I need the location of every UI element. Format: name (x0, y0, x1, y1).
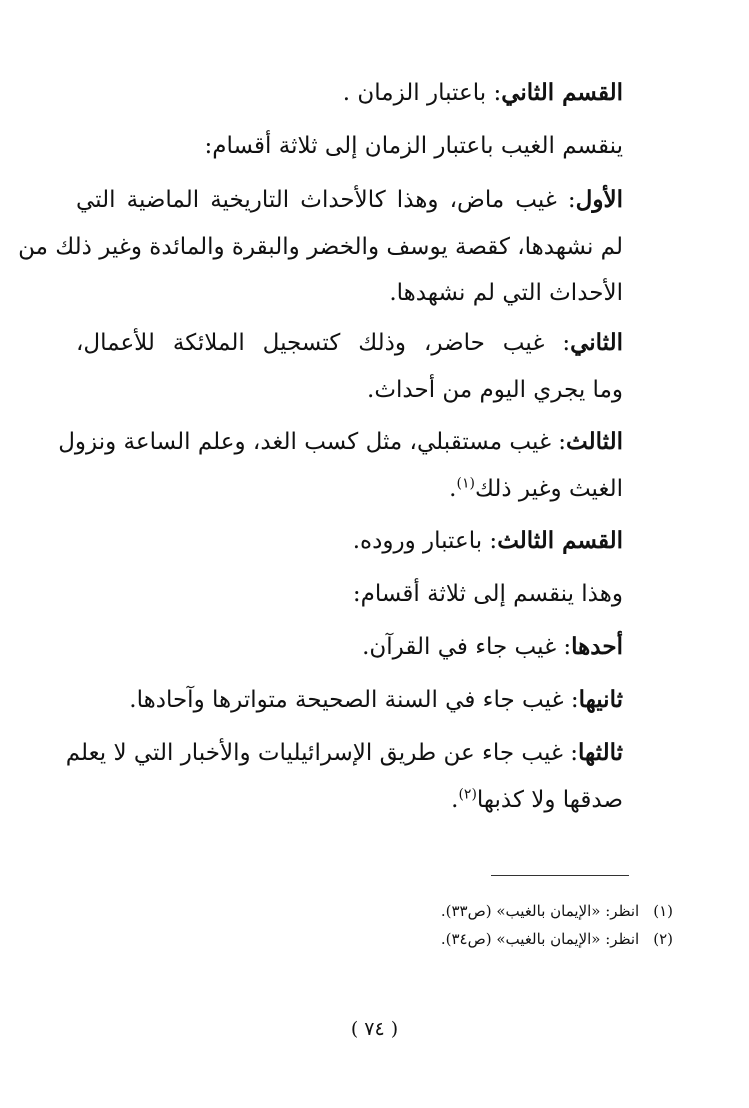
second-label: الثاني (570, 329, 623, 356)
second-line-2: وما يجري اليوم من أحداث. (367, 377, 623, 403)
third-text-2-end: . (449, 476, 457, 502)
footnote-1 (441, 900, 673, 922)
first-label: الأول (575, 186, 623, 213)
first-line-1 (76, 183, 623, 217)
two-label: ثانيها (578, 686, 623, 713)
one-text: : غيب جاء في القرآن. (362, 634, 572, 660)
third-line-1 (58, 425, 623, 459)
section3-heading-line (76, 524, 623, 558)
third-line-2 (76, 472, 623, 506)
section2-heading: القسم الثاني (501, 79, 623, 106)
second-text-1: : غيب حاضر، وذلك كتسجيل الملائكة للأعمال، (76, 330, 571, 356)
one-line (76, 630, 623, 664)
footnote-ref-2: (٢) (458, 786, 477, 803)
footnote-1-number: (١) (653, 902, 673, 920)
section3-intro: وهذا ينقسم إلى ثلاثة أقسام: (352, 581, 623, 607)
three-text-2-end: . (451, 787, 459, 813)
footnote-ref-1: (١) (456, 475, 475, 492)
first-line-2: لم نشهدها، كقصة يوسف والخضر والبقرة والمائدة وغير ذلك من (18, 234, 623, 260)
two-text: : غيب جاء في السنة الصحيحة متواترها وآحادها. (129, 687, 579, 713)
footnote-1-text: انظر: «الإيمان بالغيب» (ص٣٣). (440, 902, 640, 920)
three-text-1: : غيب جاء عن طريق الإسرائيليات والأخبار التي لا يعلم (65, 740, 579, 766)
third-label: الثالث (566, 428, 623, 455)
page-number: ( ٧٤ ) (350, 1018, 399, 1040)
footnote-2 (441, 928, 673, 950)
one-label: أحدها (571, 633, 623, 660)
section2-heading-rest: : باعتبار الزمان . (342, 80, 502, 106)
footnote-separator (491, 875, 629, 876)
section2-intro: ينقسم الغيب باعتبار الزمان إلى ثلاثة أقسام: (204, 133, 623, 159)
third-text-1: : غيب مستقبلي، مثل كسب الغد، وعلم الساعة ونزول (58, 429, 567, 455)
first-text-1: : غيب ماض، وهذا كالأحداث التاريخية الماضية التي (76, 187, 576, 213)
three-line-1 (65, 736, 623, 770)
third-text-2: الغيث وغير ذلك (474, 476, 623, 502)
section3-heading-rest: : باعتبار وروده. (352, 528, 498, 554)
section3-heading: القسم الثالث (497, 527, 623, 554)
three-line-2 (76, 783, 623, 817)
two-line (76, 683, 623, 717)
section2-heading-line (76, 76, 623, 110)
footnote-2-number: (٢) (653, 930, 673, 948)
first-line-3: الأحداث التي لم نشهدها. (389, 280, 623, 306)
three-text-2: صدقها ولا كذبها (476, 787, 623, 813)
footnote-2-text: انظر: «الإيمان بالغيب» (ص٣٤). (440, 930, 640, 948)
three-label: ثالثها (578, 739, 623, 766)
second-line-1 (76, 326, 623, 360)
